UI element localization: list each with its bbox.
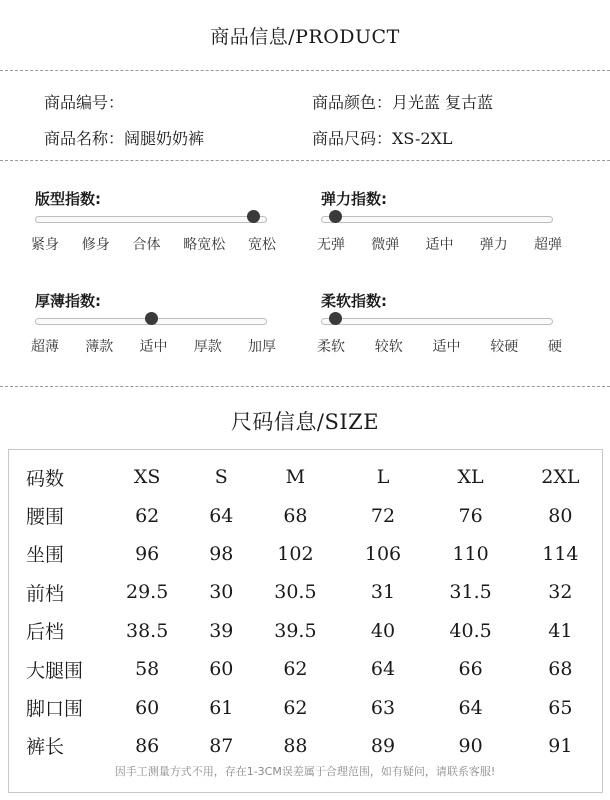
thickness-index-scale <box>31 290 280 360</box>
table-cell: 68 <box>283 504 308 527</box>
row-label: 大腿围 <box>26 659 84 682</box>
scale-knob <box>329 210 342 223</box>
scale-title: 版型指数: <box>35 190 101 208</box>
table-cell: 62 <box>283 696 308 719</box>
tick-label: 硬 <box>548 339 562 355</box>
size-table <box>8 458 603 765</box>
table-cell: 60 <box>209 658 234 681</box>
product-name: 商品名称：阔腿奶奶裤 <box>44 129 205 148</box>
tick-label: 适中 <box>432 339 461 355</box>
table-cell: 89 <box>370 734 396 757</box>
table-cell: 80 <box>548 504 573 527</box>
row-label: 坐围 <box>26 544 65 567</box>
table-cell: L <box>376 466 390 489</box>
table-cell: 98 <box>209 542 234 565</box>
fit-index-scale <box>31 188 280 258</box>
table-cell: 41 <box>548 619 573 642</box>
measurement-note: 因手工测量方式不用，存在1-3CM误差属于合理范围，如有疑问，请联系客服! <box>114 765 496 778</box>
table-header-row <box>8 458 603 496</box>
tick-label: 加厚 <box>248 339 276 355</box>
table-cell: 30.5 <box>274 581 317 604</box>
table-cell: 40.5 <box>449 619 492 642</box>
scale-ticks <box>31 234 276 254</box>
scale-title: 弹力指数: <box>321 190 387 208</box>
table-cell: 65 <box>548 696 573 719</box>
table-cell: M <box>285 466 306 489</box>
tick-label: 紧身 <box>31 237 59 253</box>
table-cell: 60 <box>135 696 160 719</box>
tick-label: 柔软 <box>317 339 345 355</box>
table-row <box>8 535 603 573</box>
table-cell: 88 <box>283 734 308 757</box>
table-cell: 2XL <box>541 466 580 489</box>
scale-ticks <box>317 336 562 356</box>
table-cell: 91 <box>548 734 573 757</box>
tick-label: 微弹 <box>371 237 400 253</box>
row-label: 后档 <box>26 621 65 644</box>
elasticity-index-scale <box>317 188 566 258</box>
product-section-title: 商品信息/PRODUCT <box>210 26 400 48</box>
tick-label: 适中 <box>425 237 454 253</box>
softness-index-scale <box>317 290 566 360</box>
table-cell: 62 <box>283 658 308 681</box>
tick-label: 厚款 <box>193 339 222 355</box>
table-cell: 62 <box>135 504 160 527</box>
table-row <box>8 496 603 534</box>
table-cell: 86 <box>135 734 160 757</box>
table-cell: 66 <box>458 658 483 681</box>
table-cell: 64 <box>370 658 396 681</box>
table-row <box>8 688 603 726</box>
divider <box>0 160 610 161</box>
tick-label: 薄款 <box>85 339 114 355</box>
table-cell: 110 <box>452 542 489 565</box>
table-row <box>8 727 603 765</box>
table-cell: 38.5 <box>126 619 169 642</box>
table-cell: 32 <box>548 581 573 604</box>
row-label: 腰围 <box>26 506 65 529</box>
table-row <box>8 573 603 611</box>
table-cell: 90 <box>458 734 483 757</box>
tick-label: 较硬 <box>490 339 519 355</box>
table-cell: 96 <box>135 542 160 565</box>
table-cell: 39 <box>209 619 234 642</box>
table-cell: 68 <box>548 658 573 681</box>
tick-label: 较软 <box>374 339 403 355</box>
table-cell: 31.5 <box>449 581 492 604</box>
scale-ticks <box>31 336 276 356</box>
table-cell: XL <box>457 466 484 489</box>
tick-label: 修身 <box>81 237 110 253</box>
table-cell: 72 <box>370 504 396 527</box>
tick-label: 合体 <box>132 237 161 253</box>
tick-label: 略宽松 <box>183 237 226 253</box>
row-label: 前档 <box>26 582 65 605</box>
tick-label: 超薄 <box>31 339 59 355</box>
scale-ticks <box>317 234 562 254</box>
table-cell: 31 <box>370 581 396 604</box>
table-cell: XS <box>133 466 161 489</box>
row-label: 码数 <box>26 467 65 490</box>
table-cell: 61 <box>209 696 234 719</box>
table-cell: 114 <box>542 542 579 565</box>
tick-label: 超弹 <box>534 237 562 253</box>
table-cell: 64 <box>458 696 483 719</box>
scale-track <box>321 318 553 325</box>
tick-label: 适中 <box>139 339 168 355</box>
row-label: 裤长 <box>26 736 65 759</box>
table-cell: 87 <box>209 734 234 757</box>
size-section-title: 尺码信息/SIZE <box>230 410 380 434</box>
table-row <box>8 650 603 688</box>
divider <box>0 70 610 71</box>
scale-title: 厚薄指数: <box>35 292 101 310</box>
table-cell: S <box>214 466 228 489</box>
divider <box>0 386 610 387</box>
table-cell: 102 <box>277 542 314 565</box>
table-cell: 63 <box>370 696 396 719</box>
scale-track <box>35 216 267 223</box>
scale-knob <box>247 210 260 223</box>
product-size-range: 商品尺码：XS-2XL <box>312 129 453 148</box>
table-cell: 58 <box>135 658 160 681</box>
product-code: 商品编号： <box>44 93 125 112</box>
scale-knob <box>145 312 158 325</box>
table-cell: 76 <box>458 504 483 527</box>
table-cell: 40 <box>370 619 396 642</box>
table-cell: 39.5 <box>274 619 317 642</box>
scale-knob <box>329 312 342 325</box>
tick-label: 弹力 <box>479 237 508 253</box>
table-cell: 29.5 <box>126 581 169 604</box>
table-cell: 64 <box>209 504 234 527</box>
scale-title: 柔软指数: <box>321 292 387 310</box>
tick-label: 无弹 <box>317 237 345 253</box>
tick-label: 宽松 <box>248 237 276 253</box>
row-label: 脚口围 <box>26 698 84 721</box>
scale-track <box>321 216 553 223</box>
table-cell: 106 <box>364 542 402 565</box>
table-row <box>8 612 603 650</box>
product-color: 商品颜色：月光蓝 复古蓝 <box>312 93 494 112</box>
table-cell: 30 <box>209 581 234 604</box>
